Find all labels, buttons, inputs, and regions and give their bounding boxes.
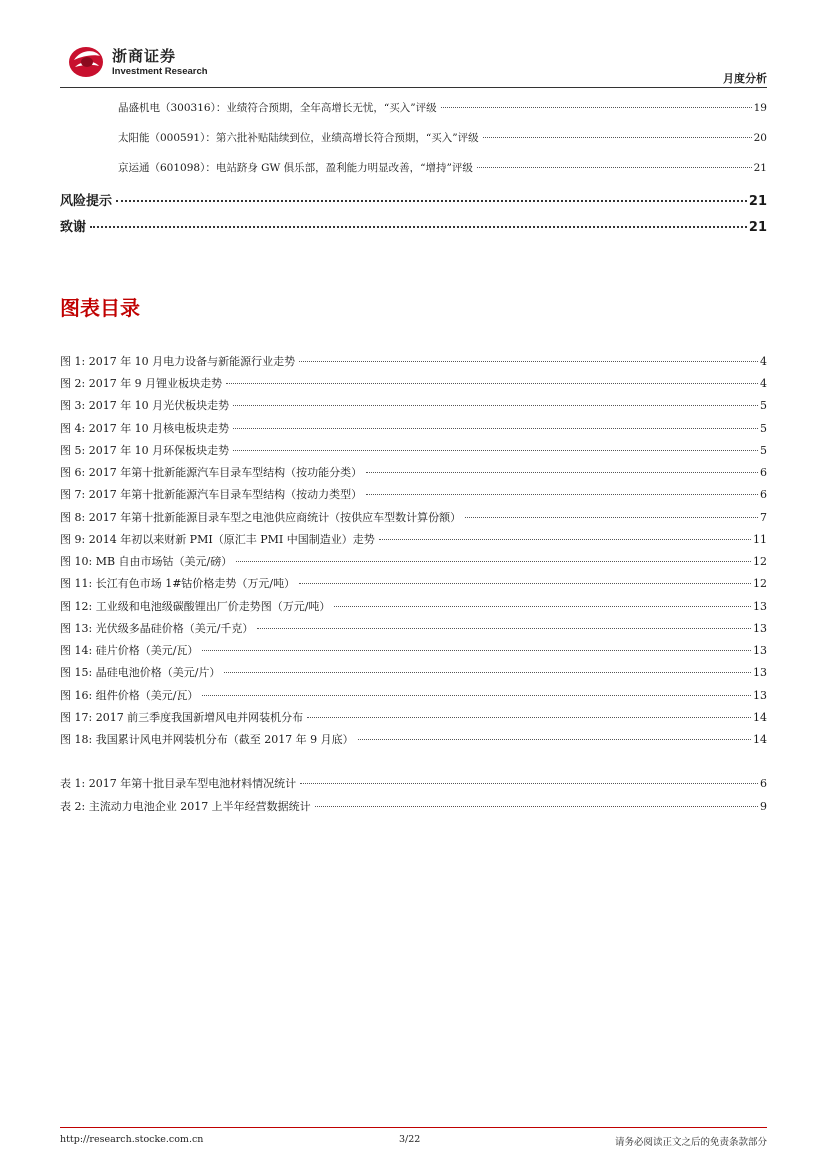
table-page: 9 — [760, 800, 767, 813]
table-entry[interactable] — [60, 798, 767, 814]
figure-label: 图 14: 硅片价格（美元/瓦） — [60, 644, 199, 657]
figure-page: 4 — [760, 355, 767, 368]
toc-section-page: 21 — [748, 220, 767, 235]
figure-page: 11 — [753, 533, 767, 546]
figure-label: 图 16: 组件价格（美元/瓦） — [60, 689, 199, 702]
figure-entry[interactable] — [60, 509, 767, 525]
dot-leader — [483, 137, 752, 138]
brand-tagline: Investment Research — [112, 66, 208, 77]
table-label: 表 2: 主流动力电池企业 2017 上半年经营数据统计 — [60, 800, 311, 813]
figure-label: 图 7: 2017 年第十批新能源汽车目录车型结构（按动力类型） — [60, 488, 363, 501]
dot-leader — [226, 383, 758, 384]
figure-page: 12 — [753, 555, 767, 568]
dot-leader — [233, 428, 758, 429]
dot-leader — [233, 405, 758, 406]
figure-entry[interactable] — [60, 553, 767, 569]
footer-url[interactable]: http://research.stocke.com.cn — [60, 1134, 204, 1145]
dot-leader — [236, 561, 751, 562]
figure-label: 图 3: 2017 年 10 月光伏板块走势 — [60, 399, 230, 412]
figure-entry[interactable] — [60, 731, 767, 747]
figure-label: 图 6: 2017 年第十批新能源汽车目录车型结构（按功能分类） — [60, 466, 363, 479]
dot-leader — [379, 539, 751, 540]
figure-label: 图 4: 2017 年 10 月核电板块走势 — [60, 422, 230, 435]
toc-entry[interactable] — [118, 100, 767, 115]
figure-label: 图 5: 2017 年 10 月环保板块走势 — [60, 444, 230, 457]
figure-page: 6 — [760, 488, 767, 501]
toc-entry[interactable] — [118, 160, 767, 175]
header-divider — [60, 87, 767, 88]
figure-entry[interactable] — [60, 353, 767, 369]
figure-page: 5 — [760, 444, 767, 457]
figure-label: 图 10: MB 自由市场钴（美元/磅） — [60, 555, 233, 568]
figure-page: 5 — [760, 399, 767, 412]
figure-page: 13 — [753, 644, 767, 657]
figure-page: 13 — [753, 622, 767, 635]
figure-entry[interactable] — [60, 709, 767, 725]
toc-entry-page: 19 — [753, 102, 767, 114]
figure-label: 图 11: 长江有色市场 1#钴价格走势（万元/吨） — [60, 577, 296, 590]
figure-page: 12 — [753, 577, 767, 590]
dot-leader — [202, 650, 751, 651]
figure-entry[interactable] — [60, 375, 767, 391]
table-entry[interactable] — [60, 775, 767, 791]
logo-icon — [66, 40, 106, 80]
dot-leader — [366, 472, 758, 473]
figure-page: 13 — [753, 600, 767, 613]
table-page: 6 — [760, 777, 767, 790]
figure-page: 13 — [753, 666, 767, 679]
figure-label: 图 1: 2017 年 10 月电力设备与新能源行业走势 — [60, 355, 296, 368]
figure-page: 14 — [753, 733, 767, 746]
dot-leader — [257, 628, 751, 629]
figure-label: 图 2: 2017 年 9 月锂业板块走势 — [60, 377, 223, 390]
toc-entry-page: 20 — [753, 132, 767, 144]
figure-page: 14 — [753, 711, 767, 724]
figure-entry[interactable] — [60, 420, 767, 436]
toc-entry[interactable] — [118, 130, 767, 145]
figure-page: 13 — [753, 689, 767, 702]
toc-entry-page: 21 — [753, 162, 767, 174]
page-number: 3/22 — [399, 1134, 421, 1145]
brand-name: 浙商证券 — [112, 47, 177, 65]
figure-page: 6 — [760, 466, 767, 479]
dot-leader — [299, 583, 751, 584]
footer-disclaimer: 请务必阅读正文之后的免责条款部分 — [614, 1137, 767, 1148]
toc-section-thanks[interactable] — [60, 216, 767, 235]
figure-label: 图 12: 工业级和电池级碳酸锂出厂价走势图（万元/吨） — [60, 600, 331, 613]
figure-entry[interactable] — [60, 687, 767, 703]
toc-section-label: 风险提示 — [60, 194, 113, 209]
dot-leader — [366, 494, 758, 495]
dot-leader — [465, 517, 758, 518]
figure-entry[interactable] — [60, 397, 767, 413]
figure-page: 4 — [760, 377, 767, 390]
table-label: 表 1: 2017 年第十批目录车型电池材料情况统计 — [60, 777, 297, 790]
footer-divider — [60, 1127, 767, 1128]
figure-label: 图 13: 光伏级多晶硅价格（美元/千克） — [60, 622, 254, 635]
toc-section-label: 致谢 — [60, 220, 87, 235]
dot-leader — [202, 695, 751, 696]
toc-entry-label: 京运通（601098）：电站跻身 GW 俱乐部，盈利能力明显改善，“增持”评级 — [118, 162, 473, 174]
dot-leader — [315, 806, 758, 807]
figure-entry[interactable] — [60, 486, 767, 502]
figure-page: 5 — [760, 422, 767, 435]
dot-leader — [224, 672, 751, 673]
figure-entry[interactable] — [60, 464, 767, 480]
figure-entry[interactable] — [60, 620, 767, 636]
figure-entry[interactable] — [60, 531, 767, 547]
report-type: 月度分析 — [723, 72, 767, 85]
figure-label: 图 15: 晶硅电池价格（美元/片） — [60, 666, 221, 679]
dot-leader — [233, 450, 758, 451]
toc-section-page: 21 — [748, 194, 767, 209]
toc-section-risk[interactable] — [60, 190, 767, 209]
dot-leader — [334, 606, 751, 607]
figures-list-title: 图表目录 — [60, 296, 140, 320]
figure-label: 图 9: 2014 年初以来财新 PMI（原汇丰 PMI 中国制造业）走势 — [60, 533, 375, 546]
figure-label: 图 18: 我国累计风电并网装机分布（截至 2017 年 9 月底） — [60, 733, 354, 746]
dot-leader — [441, 107, 752, 108]
figure-entry[interactable] — [60, 664, 767, 680]
figure-label: 图 8: 2017 年第十批新能源目录车型之电池供应商统计（按供应车型数计算份额） — [60, 511, 462, 524]
dot-leader — [307, 717, 751, 718]
dot-leader — [358, 739, 751, 740]
toc-entry-label: 太阳能（000591）：第六批补贴陆续到位，业绩高增长符合预期，“买入”评级 — [118, 132, 479, 144]
figure-label: 图 17: 2017 前三季度我国新增风电并网装机分布 — [60, 711, 304, 724]
dot-leader — [90, 226, 747, 228]
dot-leader — [116, 200, 747, 202]
figure-entry[interactable] — [60, 642, 767, 658]
dot-leader — [300, 783, 758, 784]
figure-entry[interactable] — [60, 575, 767, 591]
dot-leader — [477, 167, 752, 168]
figure-page: 7 — [760, 511, 767, 524]
dot-leader — [299, 361, 758, 362]
figure-entry[interactable] — [60, 442, 767, 458]
toc-entry-label: 晶盛机电（300316）：业绩符合预期，全年高增长无忧，“买入”评级 — [118, 102, 437, 114]
figure-entry[interactable] — [60, 598, 767, 614]
